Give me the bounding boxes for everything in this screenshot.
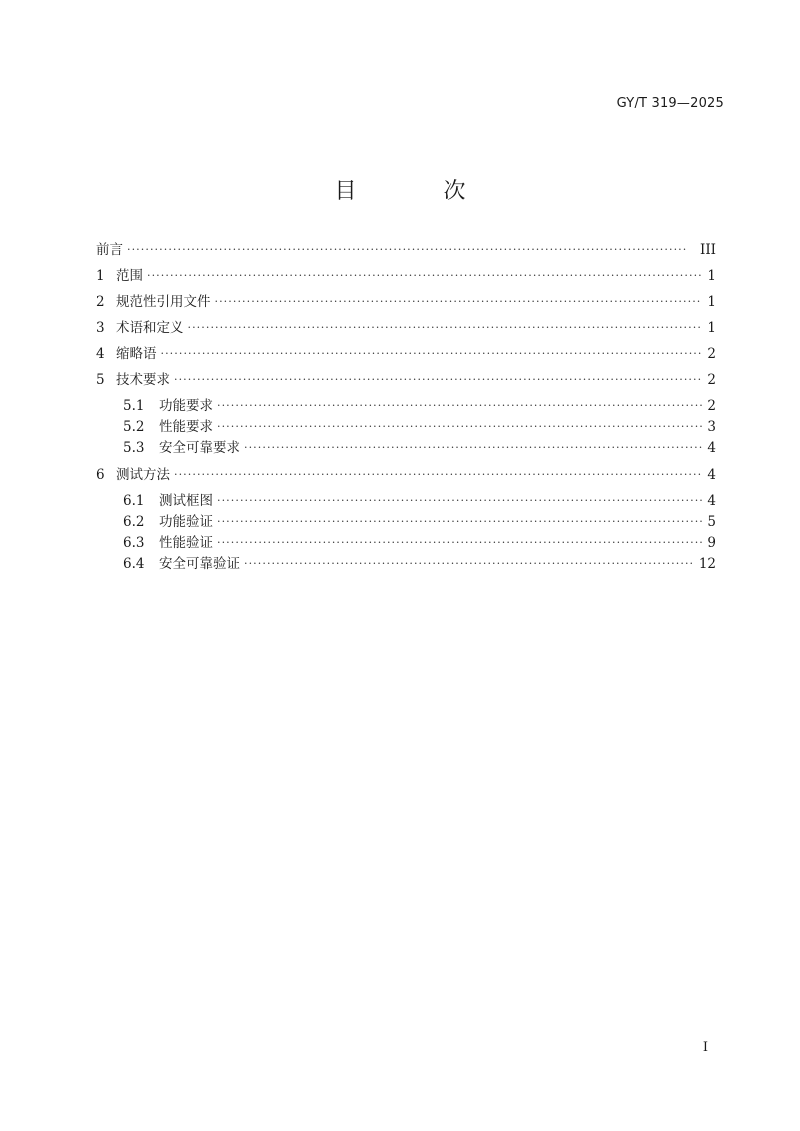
toc-entry-page: 2 (707, 346, 716, 362)
toc-entry-number: 6 (96, 467, 105, 483)
standard-code: GY/T 319—2025 (616, 96, 724, 111)
toc-leader-dots (217, 396, 702, 410)
page-number: I (702, 1040, 708, 1055)
page-title: 目 次 (334, 179, 506, 204)
toc-entry-number: 4 (96, 346, 105, 362)
toc-entry-label: 测试框图 (159, 493, 213, 509)
toc-entry-label: 术语和定义 (116, 320, 184, 336)
toc-entry-number: 3 (96, 320, 105, 336)
toc-entry-page: 5 (707, 514, 716, 530)
toc-entry-number: 1 (96, 268, 105, 284)
toc-entry-test-methods[interactable] (96, 465, 716, 491)
toc-entry-label: 规范性引用文件 (116, 294, 211, 310)
toc-entry-label: 安全可靠验证 (159, 556, 240, 572)
toc-entry-page: 4 (707, 493, 716, 509)
toc-entry-page: 3 (707, 419, 716, 435)
toc-entry-page: 2 (707, 398, 716, 414)
toc-entry-number: 5 (96, 372, 105, 388)
toc-subentry-performance-verification[interactable] (96, 533, 716, 554)
toc-entry-page: 9 (707, 535, 716, 551)
toc-leader-dots (217, 512, 702, 526)
toc-subentry-safety-reliability-requirements[interactable] (96, 438, 716, 459)
toc-subentry-performance-requirements[interactable] (96, 417, 716, 438)
toc-entry-number: 5.1 (123, 398, 145, 414)
toc-subentry-functional-verification[interactable] (96, 512, 716, 533)
toc-entry-technical-requirements[interactable] (96, 370, 716, 396)
toc-entry-number: 6.2 (123, 514, 145, 530)
toc-entry-page: 1 (707, 320, 716, 336)
toc-entry-page: 4 (707, 467, 716, 483)
toc-entry-label: 安全可靠要求 (159, 440, 240, 456)
toc-leader-dots (174, 465, 702, 479)
toc-leader-dots (244, 438, 702, 452)
toc-entry-normative-references[interactable] (96, 292, 716, 318)
toc-subentry-safety-reliability-verification[interactable] (96, 554, 716, 575)
toc-entry-page: 1 (707, 294, 716, 310)
toc-entry-label: 测试方法 (116, 467, 170, 483)
toc-subentry-test-block-diagram[interactable] (96, 491, 716, 512)
toc-leader-dots (127, 240, 696, 254)
toc-leader-dots (217, 417, 702, 431)
toc-leader-dots (217, 491, 702, 505)
toc-entry-label: 功能验证 (159, 514, 213, 530)
toc-entry-page: 1 (707, 268, 716, 284)
toc-entry-number: 5.2 (123, 419, 145, 435)
toc-entry-page: 12 (698, 556, 716, 572)
toc-entry-label: 技术要求 (116, 372, 170, 388)
toc-entry-number: 6.4 (123, 556, 145, 572)
toc-entry-label: 性能验证 (159, 535, 213, 551)
toc-entry-page: 2 (707, 372, 716, 388)
toc-entry-number: 5.3 (123, 440, 145, 456)
toc-entry-label: 缩略语 (116, 346, 157, 362)
toc-entry-label: 范围 (116, 268, 143, 284)
toc-leader-dots (188, 318, 703, 332)
toc-leader-dots (244, 554, 695, 568)
toc-entry-number: 6.3 (123, 535, 145, 551)
toc-leader-dots (215, 292, 703, 306)
toc-entry-number: 6.1 (123, 493, 145, 509)
toc-entry-label: 前言 (96, 242, 123, 258)
toc-entry-label: 性能要求 (159, 419, 213, 435)
toc-entry-abbreviations[interactable] (96, 344, 716, 370)
table-of-contents (96, 240, 716, 575)
toc-entry-foreword[interactable] (96, 240, 716, 266)
toc-entry-scope[interactable] (96, 266, 716, 292)
toc-leader-dots (174, 370, 702, 384)
toc-entry-label: 功能要求 (159, 398, 213, 414)
toc-entry-terms-definitions[interactable] (96, 318, 716, 344)
toc-entry-number: 2 (96, 294, 105, 310)
toc-entry-page: 4 (707, 440, 716, 456)
toc-entry-page: III (700, 242, 716, 258)
toc-leader-dots (147, 266, 702, 280)
toc-leader-dots (161, 344, 703, 358)
toc-subentry-functional-requirements[interactable] (96, 396, 716, 417)
toc-leader-dots (217, 533, 702, 547)
